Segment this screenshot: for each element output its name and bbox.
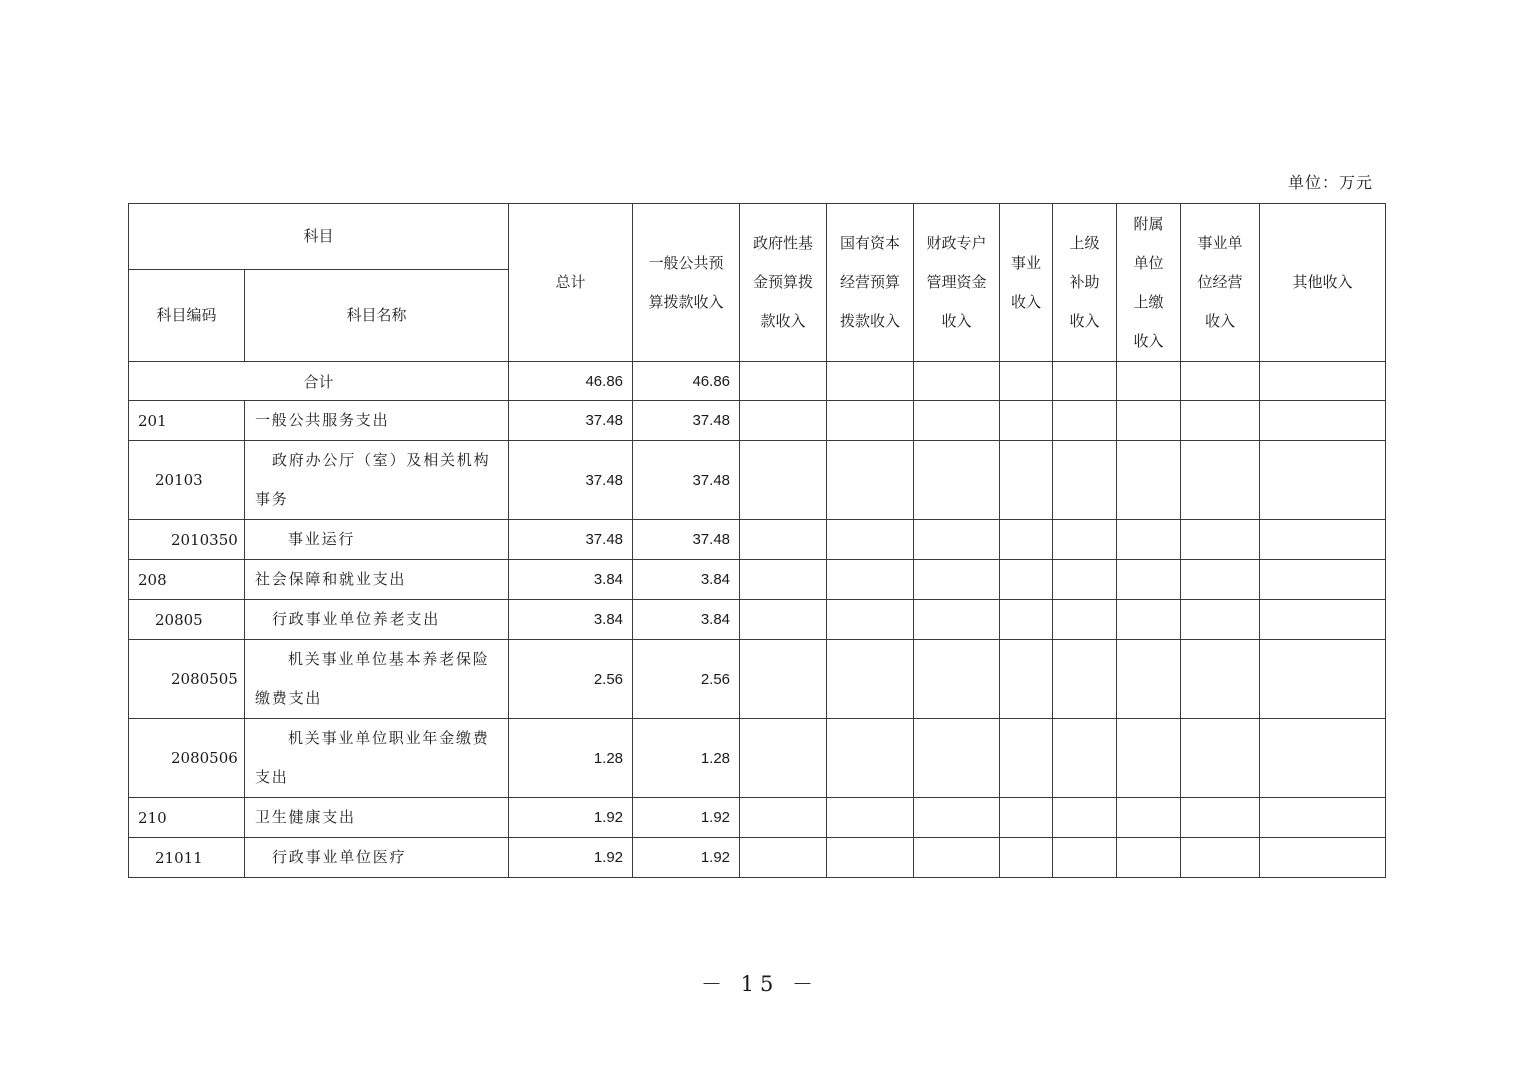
subject-name: 行政事业单位医疗 (245, 838, 509, 878)
unit-label: 单位：万元 (1288, 173, 1374, 192)
general-amount: 2.56 (633, 640, 740, 719)
subject-code: 21011 (129, 838, 245, 878)
total-amount: 3.84 (509, 600, 633, 640)
table-row (129, 798, 1386, 838)
header-name: 科目名称 (245, 270, 509, 362)
general-amount: 37.48 (633, 520, 740, 560)
header-other-text: 其他收入 (1292, 273, 1353, 291)
header-line: 经营预算 (840, 273, 901, 291)
subject-name: 机关事业单位职业年金缴费支出 (245, 719, 509, 798)
header-line: 政府性基 (753, 234, 814, 252)
subject-name: 机关事业单位基本养老保险缴费支出 (245, 640, 509, 719)
table-row (129, 520, 1386, 560)
general-amount: 3.84 (633, 600, 740, 640)
header-affiliate-turnover (1117, 204, 1181, 362)
header-line: 款收入 (760, 312, 806, 330)
page-number: － 15 － (700, 972, 820, 996)
header-line: 收入 (941, 312, 972, 330)
budget-table (128, 203, 1386, 878)
subject-code: 208 (129, 560, 245, 600)
general-amount: 37.48 (633, 441, 740, 520)
header-line: 位经营 (1197, 273, 1243, 291)
general-amount: 1.92 (633, 798, 740, 838)
header-line: 补助 (1069, 273, 1100, 291)
subject-code: 210 (129, 798, 245, 838)
header-line: 事业单 (1197, 234, 1243, 252)
header-total-text: 总计 (555, 273, 586, 291)
subject-code: 20805 (129, 600, 245, 640)
header-line: 算拨款收入 (648, 292, 724, 311)
header-line: 财政专户 (926, 234, 987, 252)
header-line: 拨款收入 (840, 312, 901, 330)
header-special-account (914, 204, 1000, 362)
subject-code: 201 (129, 401, 245, 441)
header-line: 收入 (1133, 331, 1164, 350)
total-amount: 3.84 (509, 560, 633, 600)
table-row (129, 441, 1386, 520)
general-amount: 3.84 (633, 560, 740, 600)
header-line: 事业 (1011, 253, 1042, 272)
header-line: 一般公共预 (648, 253, 724, 272)
subject-code: 20103 (129, 441, 245, 520)
subject-code: 2010350 (129, 520, 245, 560)
header-line: 金预算拨 (753, 273, 814, 291)
header-business-income (1000, 204, 1053, 362)
subject-code: 2080506 (129, 719, 245, 798)
header-general-budget (633, 204, 740, 362)
header-line: 单位 (1133, 253, 1164, 272)
table-row (129, 640, 1386, 719)
total-amount: 37.48 (509, 441, 633, 520)
total-row (129, 362, 1386, 401)
subject-name: 卫生健康支出 (245, 798, 509, 838)
table-row (129, 600, 1386, 640)
header-line: 上缴 (1133, 292, 1164, 311)
total-amount: 1.92 (509, 838, 633, 878)
header-subject: 科目 (129, 204, 509, 270)
total-amount: 37.48 (509, 520, 633, 560)
header-line: 附属 (1133, 214, 1164, 233)
header-line: 收入 (1011, 292, 1042, 311)
header-line: 国有资本 (840, 234, 901, 252)
general-amount: 46.86 (633, 362, 740, 401)
general-amount: 1.28 (633, 719, 740, 798)
header-state-capital (827, 204, 914, 362)
subject-name: 事业运行 (245, 520, 509, 560)
general-amount: 37.48 (633, 401, 740, 441)
table-row (129, 719, 1386, 798)
header-line: 管理资金 (926, 273, 987, 291)
total-amount: 1.92 (509, 798, 633, 838)
total-amount: 2.56 (509, 640, 633, 719)
header-row-1 (129, 204, 1386, 270)
header-operating-income (1181, 204, 1260, 362)
total-amount: 1.28 (509, 719, 633, 798)
header-line: 收入 (1069, 312, 1100, 330)
subject-name: 行政事业单位养老支出 (245, 600, 509, 640)
table-row (129, 560, 1386, 600)
header-other-income (1260, 204, 1386, 362)
subject-name: 政府办公厅（室）及相关机构事务 (245, 441, 509, 520)
header-total (509, 204, 633, 362)
table-row (129, 838, 1386, 878)
total-amount: 37.48 (509, 401, 633, 441)
header-gov-fund (740, 204, 827, 362)
total-label: 合计 (129, 362, 509, 401)
total-amount: 46.86 (509, 362, 633, 401)
header-line: 收入 (1205, 312, 1236, 330)
header-code: 科目编码 (129, 270, 245, 362)
header-superior-subsidy (1053, 204, 1117, 362)
header-line: 上级 (1069, 234, 1100, 252)
general-amount: 1.92 (633, 838, 740, 878)
table-row (129, 401, 1386, 441)
subject-name: 一般公共服务支出 (245, 401, 509, 441)
subject-code: 2080505 (129, 640, 245, 719)
subject-name: 社会保障和就业支出 (245, 560, 509, 600)
